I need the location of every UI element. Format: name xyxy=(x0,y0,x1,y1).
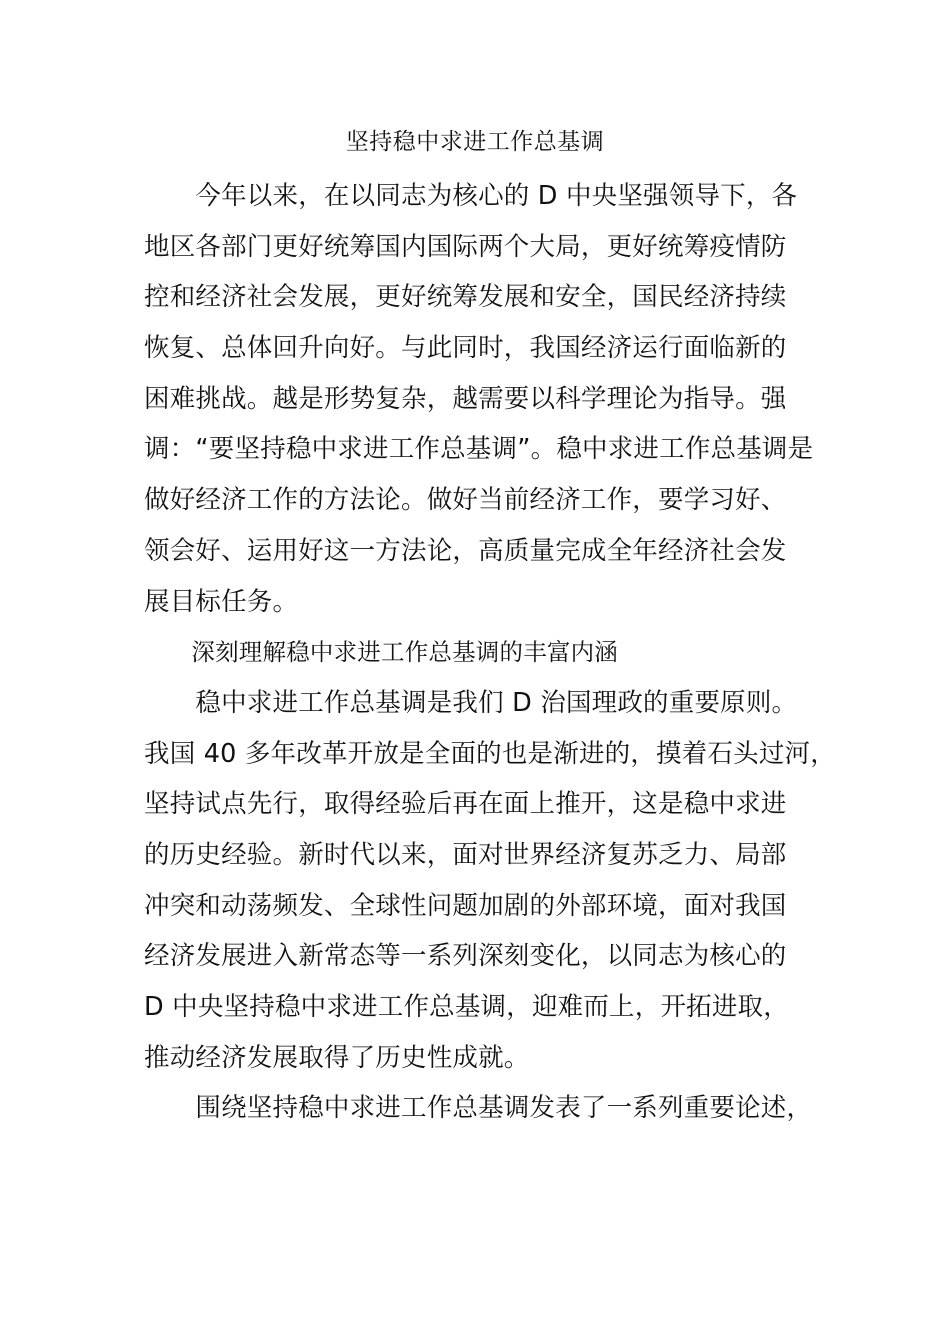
paragraph-line: 稳中求进工作总基调是我们 D 治国理政的重要原则。 xyxy=(144,687,798,718)
paragraph-line: 围绕坚持稳中求进工作总基调发表了一系列重要论述， xyxy=(144,1093,813,1124)
document-body xyxy=(144,171,836,1134)
paragraph-line: 坚持试点先行，取得经验后再在面上推开，这是稳中求进 xyxy=(144,789,787,820)
paragraph-line: 地区各部门更好统筹国内国际两个大局，更好统筹疫情防 xyxy=(144,231,787,262)
document-title: 坚持稳中求进工作总基调 xyxy=(345,129,605,155)
paragraph-line: 经济发展进入新常态等一系列深刻变化，以同志为核心的 xyxy=(144,941,787,972)
paragraph-line: 困难挑战。越是形势复杂，越需要以科学理论为指导。强 xyxy=(144,383,787,414)
paragraph-line: 恢复、总体回升向好。与此同时，我国经济运行面临新的 xyxy=(144,333,787,364)
paragraph-line: 调：“要坚持稳中求进工作总基调”。稳中求进工作总基调是 xyxy=(144,434,814,465)
paragraph-line: 展目标任务。 xyxy=(144,586,299,617)
paragraph-line: 领会好、运用好这一方法论，高质量完成全年经济社会发 xyxy=(144,535,787,566)
paragraph-line: 冲突和动荡频发、全球性问题加剧的外部环境，面对我国 xyxy=(144,890,787,921)
paragraph-line: 推动经济发展取得了历史性成就。 xyxy=(144,1042,530,1073)
paragraph-line: 做好经济工作的方法论。做好当前经济工作，要学习好、 xyxy=(144,485,787,516)
paragraph-line: D 中央坚持稳中求进工作总基调，迎难而上，开拓进取， xyxy=(144,992,789,1022)
section-heading: 深刻理解稳中求进工作总基调的丰富内涵 xyxy=(144,638,618,667)
paragraph-line: 今年以来，在以同志为核心的 D 中央坚强领导下，各 xyxy=(144,181,798,211)
paragraph-line: 我国 40 多年改革开放是全面的也是渐进的，摸着石头过河， xyxy=(144,738,836,769)
paragraph-line: 控和经济社会发展，更好统筹发展和安全，国民经济持续 xyxy=(144,282,787,313)
paragraph-line: 的历史经验。新时代以来，面对世界经济复苏乏力、局部 xyxy=(144,839,787,870)
